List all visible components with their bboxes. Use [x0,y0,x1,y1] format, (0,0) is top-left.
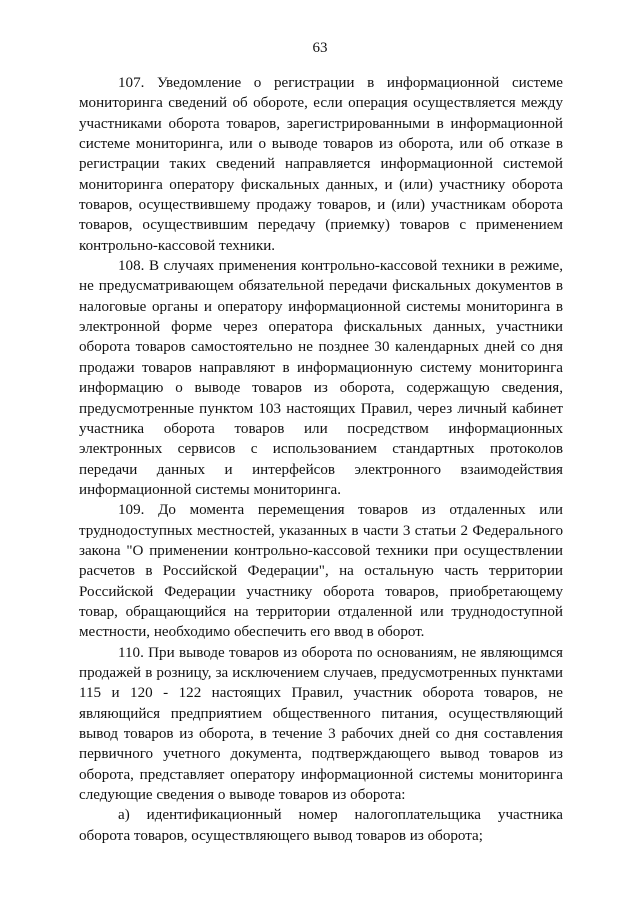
page-number: 63 [312,40,328,56]
paragraph-109: 109. До момента перемещения товаров из отдаленных или труднодоступных местностей, указанных в части 3 статьи 2 Федерального закона "О применении контрольно-кассовой техники при осуществлении расчетов в Российской Федерации", на остальную часть территории Российской Федерации участнику оборота товаров, приобретающему товар, обращающийся на территории отдаленной или труднодоступной местности, необходимо обеспечить его ввод в оборот. [79,502,563,641]
paragraph-108: 108. В случаях применения контрольно-кассовой техники в режиме, не предусматривающем обязательной передачи фискальных документов в налоговые органы и оператору информационной системы мониторинга в электронной форме через оператора фискальных данных, участники оборота товаров самостоятельно не позднее 30 календарных дней со дня продажи товаров направляют в информационную систему мониторинга информацию о выводе товаров из оборота, содержащую сведения, предусмотренные пунктом 103 настоящих Правил, через личный кабинет участника оборота товаров или посредством информационных электронных сервисов с использованием стандартных протоколов передачи данных и интерфейсов электронного взаимодействия информационной системы мониторинга. [79,258,563,498]
paragraph-110: 110. При выводе товаров из оборота по основаниям, не являющимся продажей в розницу, за исключением случаев, предусмотренных пунктами 115 и 120 - 122 настоящих Правил, участник оборота товаров, не являющийся предприятием общественного питания, осуществляющий вывод товаров из оборота, в течение 3 рабочих дней со дня составления первичного учетного документа, подтверждающего вывод товаров из оборота, представляет оператору информационной системы мониторинга следующие сведения о выводе товаров из оборота: [79,644,563,804]
paragraph-110-a: а) идентификационный номер налогоплательщика участника оборота товаров, осуществляющего вывод товаров из оборота; [79,807,563,844]
paragraph-107: 107. Уведомление о регистрации в информационной системе мониторинга сведений об обороте, если операция осуществляется между участниками оборота товаров, зарегистрированными в информационной системе мониторинга, или о выводе товаров из оборота, или об отказе в регистрации таких сведений направляется информационной системой мониторинга оператору фискальных данных, и (или) участнику оборота товаров, осуществившему продажу товаров, и (или) участникам оборота товаров, осуществившим передачу (приемку) товаров с применением контрольно-кассовой техники. [79,75,563,254]
document-body [79,73,563,846]
